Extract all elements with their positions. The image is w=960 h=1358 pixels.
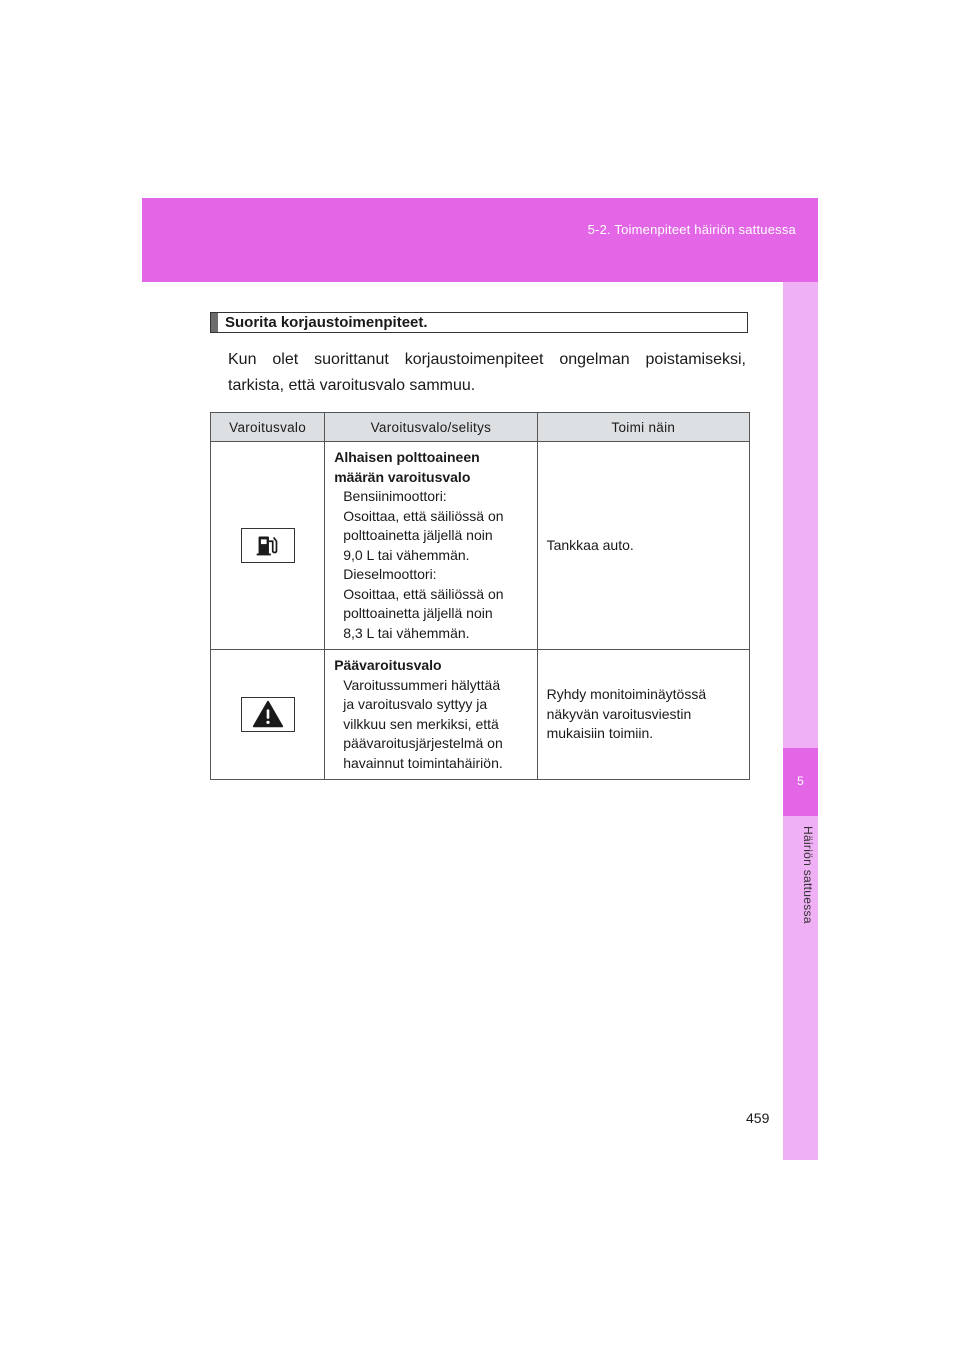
page-number: 459: [746, 1110, 770, 1126]
chapter-label: Häiriön sattuessa: [801, 826, 815, 924]
description-cell: [325, 442, 537, 650]
row-title: Päävaroitusvalo: [334, 657, 442, 673]
warning-light-table: [210, 412, 750, 780]
row-title: määrän varoitusvalo: [334, 468, 471, 485]
desc-line: ja varoitusvalo syttyy ja: [343, 696, 488, 712]
desc-line: Dieselmoottori:: [343, 566, 437, 582]
desc-line: Osoittaa, että säiliössä on: [343, 507, 504, 524]
desc-line: polttoainetta jäljellä noin: [343, 605, 493, 621]
header-warning-light: Varoitusvalo: [211, 413, 325, 442]
chapter-box: [783, 748, 818, 816]
desc-line: päävaroitusjärjestelmä on: [343, 735, 503, 751]
desc-line: polttoainetta jäljellä noin: [343, 527, 493, 543]
header-band: [142, 198, 818, 282]
desc-line: vilkkuu sen merkiksi, että: [343, 715, 499, 732]
icon-cell: [211, 442, 325, 650]
header-section-title: 5-2. Toimenpiteet häiriön sattuessa: [587, 222, 796, 237]
fuel-pump-icon: [241, 528, 295, 563]
desc-line: 8,3 L tai vähemmän.: [343, 624, 470, 641]
header-action: Toimi näin: [537, 413, 749, 442]
desc-line: Varoitussummeri hälyttää: [343, 676, 501, 693]
action-cell: [537, 650, 749, 780]
header-description: Varoitusvalo/selitys: [325, 413, 537, 442]
heading-bar: [211, 313, 218, 332]
desc-line: havainnut toimintahäiriön.: [343, 754, 503, 771]
description-cell: [325, 650, 537, 780]
section-heading: [210, 312, 748, 333]
chapter-number: 5: [797, 774, 804, 788]
action-line: Ryhdy monitoiminäytössä: [546, 686, 707, 703]
action-line: Tankkaa auto.: [546, 536, 634, 553]
warning-triangle-icon: [241, 697, 295, 732]
action-cell: [537, 442, 749, 650]
section-heading-text: Suorita korjaustoimenpiteet.: [225, 314, 428, 331]
side-tab: [783, 282, 818, 1160]
table-row: [211, 650, 750, 780]
icon-cell: [211, 650, 325, 780]
intro-paragraph: Kun olet suorittanut korjaustoimenpiteet ongelman poistamiseksi, tarkista, että varoitusvalo sammuu.: [228, 351, 746, 394]
action-line: näkyvän varoitusviestin: [546, 705, 692, 722]
desc-line: Bensiinimoottori:: [343, 488, 447, 504]
desc-line: Osoittaa, että säiliössä on: [343, 585, 504, 602]
table-row: [211, 442, 750, 650]
row-title: Alhaisen polttoaineen: [334, 449, 480, 465]
table-header-row: [211, 413, 750, 442]
action-line: mukaisiin toimiin.: [546, 725, 654, 742]
desc-line: 9,0 L tai vähemmän.: [343, 546, 470, 563]
